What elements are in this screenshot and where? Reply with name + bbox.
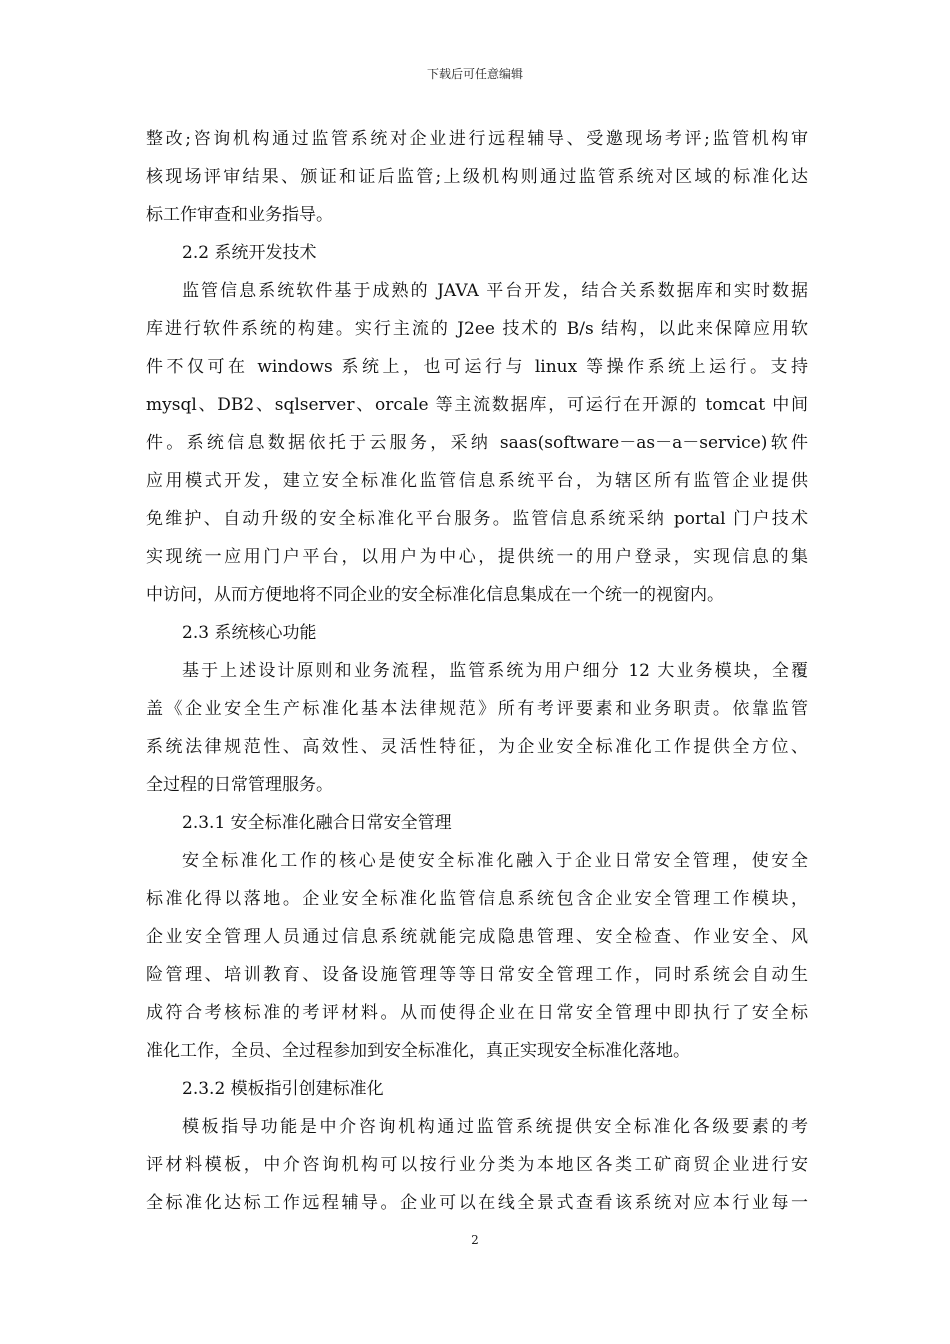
document-body <box>146 120 808 1222</box>
body-line: 准化工作，全员、全过程参加到安全标准化，真正实现安全标准化落地。 <box>146 1041 690 1061</box>
body-line: 安全标准化工作的核心是使安全标准化融入于企业日常安全管理，使安全 <box>182 851 808 871</box>
section-heading: 2.3.1 安全标准化融合日常安全管理 <box>182 813 452 833</box>
body-line: 全过程的日常管理服务。 <box>146 775 333 795</box>
page-number: 2 <box>471 1233 479 1247</box>
body-line: 核现场评审结果、颁证和证后监管;上级机构则通过监管系统对区域的标准化达 <box>146 167 808 187</box>
section-heading: 2.3 系统核心功能 <box>182 623 317 643</box>
body-line: 基于上述设计原则和业务流程，监管系统为用户细分 12 大业务模块，全覆 <box>182 661 808 681</box>
section-heading: 2.2 系统开发技术 <box>182 243 317 263</box>
body-line: 库进行软件系统的构建。实行主流的 J2ee 技术的 B/s 结构，以此来保障应用软 <box>146 319 808 339</box>
body-line: 模板指导功能是中介咨询机构通过监管系统提供安全标准化各级要素的考 <box>182 1117 808 1137</box>
body-line: 成符合考核标准的考评材料。从而使得企业在日常安全管理中即执行了安全标 <box>146 1003 808 1023</box>
body-line: 件。系统信息数据依托于云服务，采纳 saas(software－as－a－service)软件 <box>146 433 808 453</box>
body-line: 监管信息系统软件基于成熟的 JAVA 平台开发，结合关系数据库和实时数据 <box>182 281 808 301</box>
body-line: 评材料模板，中介咨询机构可以按行业分类为本地区各类工矿商贸企业进行安 <box>146 1155 808 1175</box>
body-line: 险管理、培训教育、设备设施管理等等日常安全管理工作，同时系统会自动生 <box>146 965 808 985</box>
body-line: 件不仅可在 windows 系统上，也可运行与 linux 等操作系统上运行。支持 <box>146 357 808 377</box>
body-line: 实现统一应用门户平台，以用户为中心，提供统一的用户登录，实现信息的集 <box>146 547 808 567</box>
body-line: 标工作审查和业务指导。 <box>146 205 333 225</box>
body-line: 盖《企业安全生产标准化基本法律规范》所有考评要素和业务职责。依靠监管 <box>146 699 808 719</box>
body-line: mysql、DB2、sqlserver、orcale 等主流数据库，可运行在开源的 tomcat 中间 <box>146 395 808 415</box>
body-line: 免维护、自动升级的安全标准化平台服务。监管信息系统采纳 portal 门户技术 <box>146 509 808 529</box>
body-line: 中访问，从而方便地将不同企业的安全标准化信息集成在一个统一的视窗内。 <box>146 585 724 605</box>
body-line: 应用模式开发，建立安全标准化监管信息系统平台，为辖区所有监管企业提供 <box>146 471 808 491</box>
body-line: 企业安全管理人员通过信息系统就能完成隐患管理、安全检查、作业安全、风 <box>146 927 808 947</box>
section-heading: 2.3.2 模板指引创建标准化 <box>182 1079 384 1099</box>
body-line: 整改;咨询机构通过监管系统对企业进行远程辅导、受邀现场考评;监管机构审 <box>146 129 808 149</box>
body-line: 系统法律规范性、高效性、灵活性特征，为企业安全标准化工作提供全方位、 <box>146 737 808 757</box>
body-line: 全标准化达标工作远程辅导。企业可以在线全景式查看该系统对应本行业每一 <box>146 1193 808 1213</box>
page-header: 下载后可任意编辑 <box>426 67 523 81</box>
body-line: 标准化得以落地。企业安全标准化监管信息系统包含企业安全管理工作模块， <box>146 889 808 909</box>
